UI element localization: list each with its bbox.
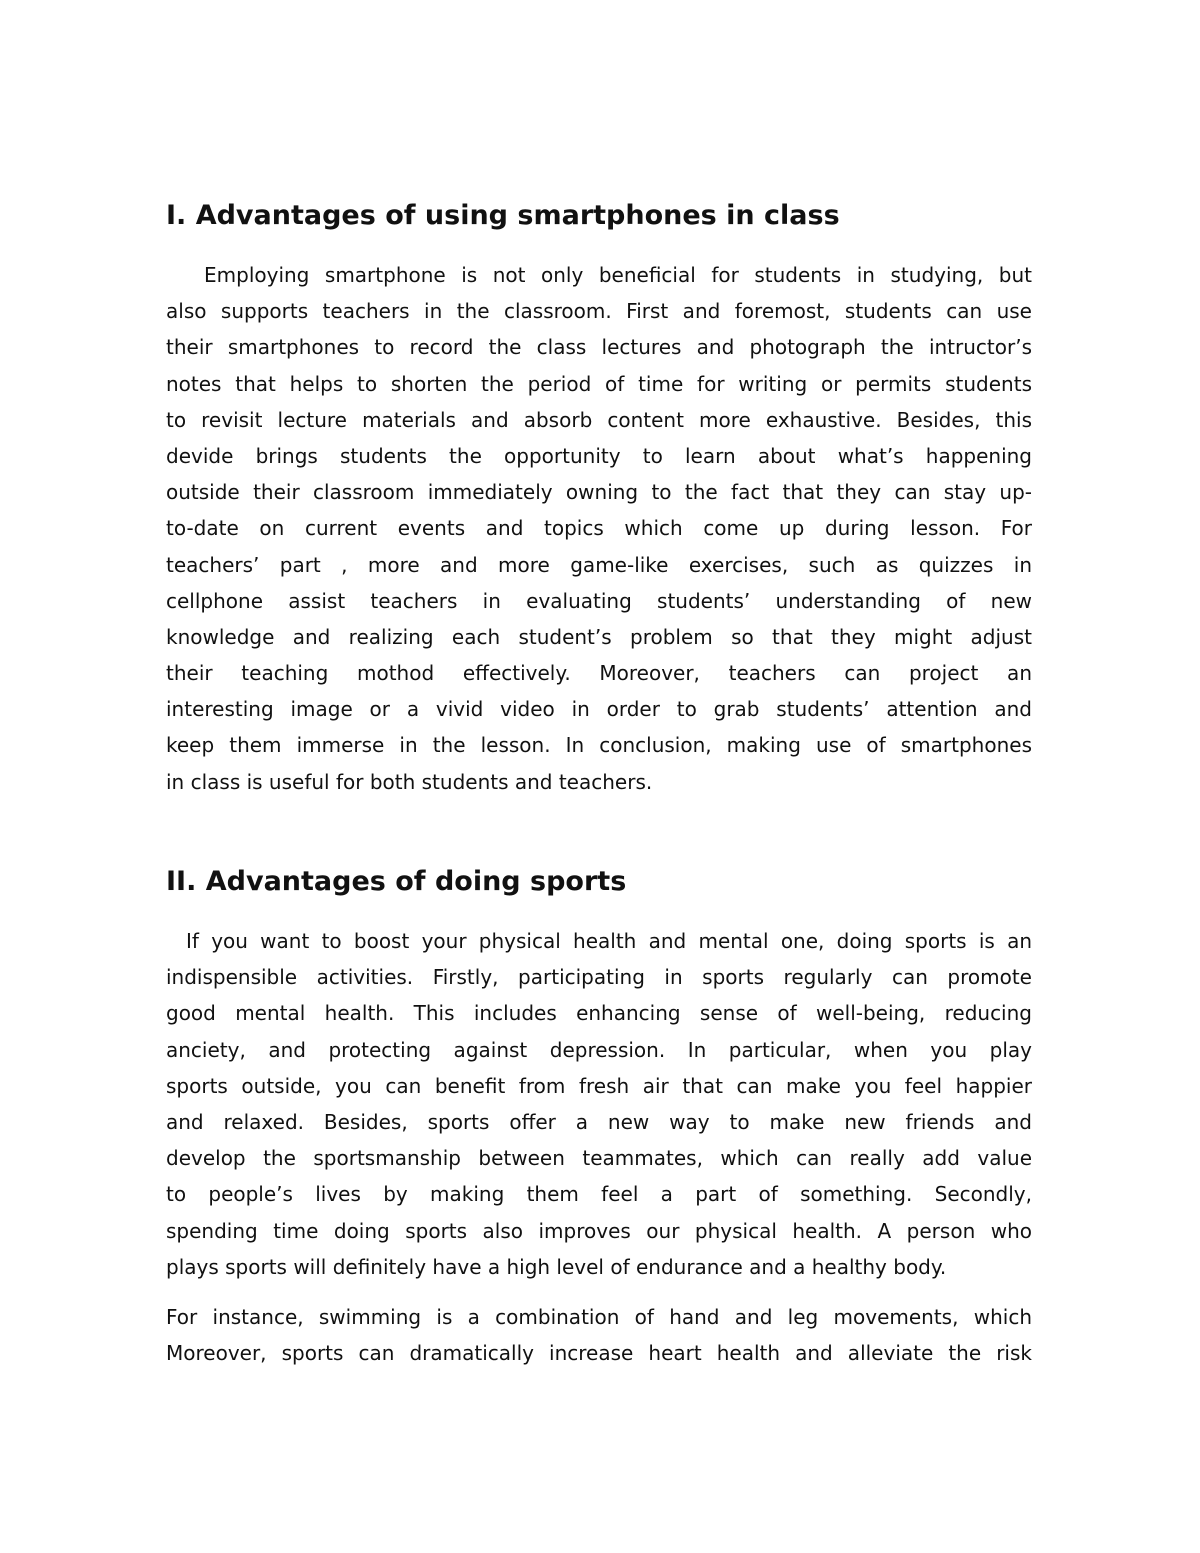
paragraph-line: teachers’ part , more and more game-like exercises, such as quizzes in [166, 552, 1032, 577]
paragraph-line: If you want to boost your physical health and mental one, doing sports is an [186, 929, 1032, 953]
paragraph-line: in class is useful for both students and teachers. [166, 769, 653, 794]
section-1-heading: I. Advantages of using smartphones in class [166, 200, 840, 231]
section-2-paragraph-1 [166, 923, 1032, 1285]
paragraph-line: notes that helps to shorten the period of time for writing or permits students [166, 371, 1032, 396]
paragraph-line: develop the sportsmanship between teammates, which can really add value [166, 1146, 1032, 1171]
paragraph-line: For instance, swimming is a combination of hand and leg movements, which [166, 1305, 1032, 1329]
paragraph-line: good mental health. This includes enhancing sense of well-being, reducing [166, 1001, 1032, 1026]
paragraph-line: keep them immerse in the lesson. In conclusion, making use of smartphones [166, 733, 1032, 758]
paragraph-line: and relaxed. Besides, sports offer a new way to make new friends and [166, 1109, 1032, 1134]
paragraph-line: to-date on current events and topics which come up during lesson. For [166, 516, 1032, 541]
section-2-paragraph-2 [166, 1299, 1032, 1371]
section-2-heading: II. Advantages of doing sports [166, 866, 627, 897]
paragraph-line: their teaching mothod effectively. Moreover, teachers can project an [166, 661, 1032, 686]
paragraph-line: to people’s lives by making them feel a part of something. Secondly, [166, 1182, 1032, 1207]
paragraph-line: devide brings students the opportunity to learn about what’s happening [166, 443, 1032, 468]
paragraph-line: their smartphones to record the class lectures and photograph the intructor’s [166, 335, 1032, 360]
paragraph-line: knowledge and realizing each student’s problem so that they might adjust [166, 624, 1032, 649]
paragraph-line: spending time doing sports also improves our physical health. A person who [166, 1218, 1032, 1243]
paragraph-line: to revisit lecture materials and absorb content more exhaustive. Besides, this [166, 407, 1032, 432]
paragraph-line: Moreover, sports can dramatically increase heart health and alleviate the risk [166, 1341, 1032, 1366]
paragraph-line: outside their classroom immediately owning to the fact that they can stay up- [166, 480, 1032, 505]
paragraph-line: interesting image or a vivid video in order to grab students’ attention and [166, 697, 1032, 722]
paragraph-line: anciety, and protecting against depression. In particular, when you play [166, 1037, 1032, 1062]
paragraph-line: cellphone assist teachers in evaluating students’ understanding of new [166, 588, 1032, 613]
paragraph-line: indispensible activities. Firstly, participating in sports regularly can promote [166, 965, 1032, 990]
paragraph-line: also supports teachers in the classroom. First and foremost, students can use [166, 299, 1032, 324]
paragraph-line: sports outside, you can benefit from fresh air that can make you feel happier [166, 1073, 1032, 1098]
paragraph-line: Employing smartphone is not only beneficial for students in studying, but [204, 263, 1032, 287]
paragraph-line: plays sports will definitely have a high level of endurance and a healthy body. [166, 1254, 947, 1279]
section-1-paragraph [166, 257, 1032, 800]
